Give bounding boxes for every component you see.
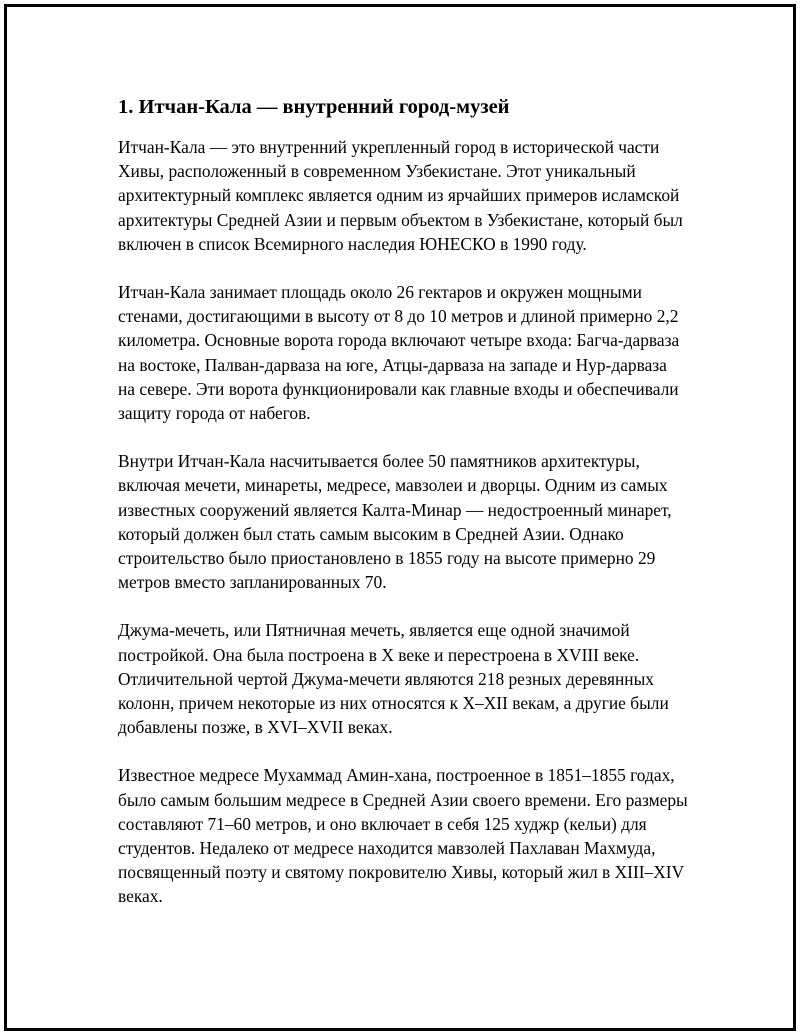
paragraph-monuments: Внутри Итчан-Кала насчитывается более 50 памятников архитектуры, включая мечети, минареты, медресе, мавзолеи и дворцы. Одним из самых известных сооружений является Калта-Минар — недостроенный минарет, который должен был стать самым высоким в Средней Азии. Однако строительство было приостановлено в 1855 году на высоте примерно 29 метров вместо запланированных 70. <box>118 451 672 593</box>
paragraph-intro: Итчан-Кала — это внутренний укрепленный город в исторической части Хивы, расположенный в современном Узбекистане. Этот уникальный архитектурный комплекс является одним из ярчайших примеров исламской архитектуры Средней Азии и первым объектом в Узбекистане, который был включен в список Всемирного наследия ЮНЕСКО в 1990 году. <box>118 137 683 254</box>
section-title: 1. Итчан-Кала — внутренний город-музей <box>118 96 510 118</box>
document-body <box>118 94 688 933</box>
paragraph-juma-mosque: Джума-мечеть, или Пятничная мечеть, является еще одной значимой постройкой. Она была построена в X веке и перестроена в XVIII веке. Отличительной чертой Джума-мечети являются 218 резных деревянных колонн, причем некоторые из них относятся к X–XII векам, а другие были добавлены позже, в XVI–XVII веках. <box>118 620 669 738</box>
paragraph-madrasa: Известное медресе Мухаммад Амин-хана, построенное в 1851–1855 годах, было самым большим медресе в Средней Азии своего времени. Его размеры составляют 71–60 метров, и оно включает в себя 125 худжр (кельи) для студентов. Недалеко от медресе находится мавзолей Пахлаван Махмуда, посвященный поэту и святому покровителю Хивы, который жил в XIII–XIV веках. <box>118 765 688 907</box>
paragraph-walls-and-gates: Итчан-Кала занимает площадь около 26 гектаров и окружен мощными стенами, достигающими в высоту от 8 до 10 метров и длиной примерно 2,2 километра. Основные ворота города включают четыре входа: Багча-дарваза на востоке, Палван-дарваза на юге, Атцы-дарваза на западе и Нур-дарваза на севере. Эти ворота функционировали как главные входы и обеспечивали защиту города от набегов. <box>118 282 680 424</box>
